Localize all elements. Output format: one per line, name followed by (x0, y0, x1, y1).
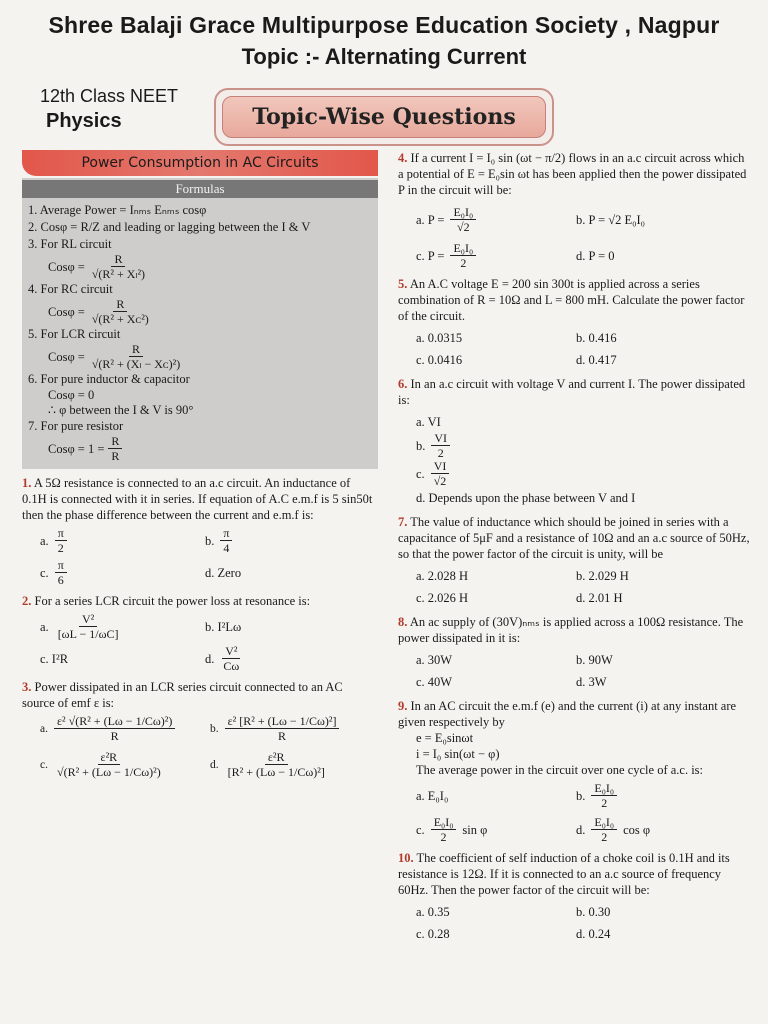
option-label: c. (40, 565, 49, 580)
formula-1: 1. Average Power = Iₙₘₛ Eₙₘₛ cosφ (28, 203, 207, 217)
option-label: b. (576, 788, 586, 803)
question-5 (398, 276, 750, 324)
option-d[interactable]: d. 0.417 (576, 352, 617, 367)
frac-num: VI (431, 432, 450, 446)
question-text: An A.C voltage E = 200 sin 300t is applied across a series combination of R = 10Ω and L = 800 mH. Calculate the power factor of the circuit. (398, 277, 745, 323)
option-b[interactable] (205, 527, 385, 555)
frac-den: √(R² + Xᴄ²) (91, 312, 149, 326)
option-frac (450, 206, 476, 234)
option-c[interactable]: c. 0.28 (416, 926, 450, 941)
option-a[interactable]: a. 30W (416, 652, 453, 667)
frac-den: 2 (440, 830, 447, 844)
option-a[interactable]: a. 0.0315 (416, 330, 463, 345)
option-d[interactable]: d. P = 0 (576, 248, 615, 263)
option-b[interactable]: b. I²Lω (205, 619, 242, 634)
frac-den: Cω (223, 659, 240, 673)
question-7 (398, 514, 750, 562)
option-b[interactable] (210, 715, 380, 743)
q8-options (398, 650, 750, 692)
option-frac (225, 715, 340, 743)
class-label: 12th Class NEET (40, 86, 179, 106)
option-label: a. (40, 619, 49, 634)
option-a[interactable] (40, 527, 205, 555)
question-number: 3. (22, 680, 32, 694)
option-c[interactable] (416, 242, 576, 270)
question-2 (22, 593, 378, 609)
formula-3-lhs: Cosφ = (48, 259, 85, 274)
option-frac (225, 751, 328, 779)
frac-den: [ωL − 1/ωC] (57, 627, 119, 641)
frac-num: ε² √(R² + (Lω − 1/Cω)²) (54, 715, 175, 729)
topic-title: Topic :- Alternating Current (241, 44, 527, 69)
question-text: Power dissipated in an LCR series circuit connected to an AC source of emf ε is: (22, 680, 343, 710)
option-a[interactable]: a. VI (416, 414, 441, 429)
question-text: The coefficient of self induction of a choke coil is 0.1H and its resistance is 12Ω. If it is connected to an a.c source of frequency 60Hz. Then the power factor of the circuit will be: (398, 851, 730, 897)
q9-text-2: The average power in the circuit over one cycle of a.c. is: (416, 763, 704, 777)
q10-options (398, 902, 750, 944)
option-frac (591, 782, 617, 810)
formula-6-b: ∴ φ between the I & V is 90° (48, 403, 194, 417)
option-suffix: cos φ (623, 822, 651, 837)
frac-den: √2 (457, 220, 470, 234)
q9-eq-1: e = E₀sinωt (416, 731, 474, 745)
option-a[interactable] (416, 206, 576, 234)
formula-5-frac (89, 343, 183, 371)
formula-4-lhs: Cosφ = (48, 304, 85, 319)
q7-options (398, 566, 750, 608)
frac-num: R (113, 298, 127, 312)
frac-den: R (110, 729, 119, 743)
option-frac (431, 460, 450, 488)
formula-2: 2. Cosφ = R/Z and leading or lagging between the I & V (28, 220, 311, 234)
question-text: If a current I = I₀ sin (ωt − π/2) flows in an a.c circuit across which a potential of E = E₀sin ωt has been applied then the power dissipated P in the circuit will be: (398, 151, 747, 197)
question-number: 8. (398, 615, 408, 629)
frac-num: π (55, 559, 67, 573)
frac-num: E₀I₀ (431, 816, 457, 830)
option-d[interactable]: d. Zero (205, 565, 242, 580)
formula-5: 5. For LCR circuit (28, 327, 121, 341)
q9-options (398, 782, 750, 844)
option-label: c. (40, 759, 48, 771)
option-frac (431, 432, 450, 460)
option-c[interactable]: c. 40W (416, 674, 453, 689)
formula-7-frac (108, 435, 122, 463)
q6-options (398, 412, 750, 508)
option-label: d. (210, 759, 219, 771)
q9-eq-2: i = I₀ sin(ωt − φ) (416, 747, 500, 761)
question-text: The value of inductance which should be joined in series with a capacitance of 5μF and a resistance of 10Ω and an a.c source of 50Hz, so that the power factor of the circuit is unity, will be (398, 515, 750, 561)
formula-6: 6. For pure inductor & capacitor (28, 372, 190, 386)
option-label: d. (205, 651, 215, 666)
question-text: For a series LCR circuit the power loss at resonance is: (34, 594, 311, 608)
option-d[interactable]: d. 3W (576, 674, 607, 689)
option-d[interactable] (210, 751, 380, 779)
society-title: Shree Balaji Grace Multipurpose Education Society , Nagpur (48, 12, 720, 38)
frac-den: 4 (223, 541, 230, 555)
frac-den: 6 (57, 573, 64, 587)
frac-den: 2 (57, 541, 64, 555)
option-label: b. (210, 723, 219, 735)
frac-den: R (111, 449, 120, 463)
option-b[interactable]: b. P = √2 E₀I₀ (576, 212, 646, 227)
question-number: 9. (398, 699, 408, 713)
option-frac (55, 613, 122, 641)
option-frac (450, 242, 476, 270)
option-label: a. (40, 723, 48, 735)
question-3 (22, 679, 378, 711)
formula-4-eq (22, 298, 378, 326)
frac-den: [R² + (Lω − 1/Cω)²] (227, 765, 325, 779)
option-frac (591, 816, 617, 844)
frac-den: 2 (601, 796, 608, 810)
option-d[interactable] (576, 816, 756, 844)
option-frac (431, 816, 457, 844)
banner-text: Topic-Wise Questions (222, 96, 546, 138)
option-frac (54, 715, 175, 743)
option-label: c. P = (416, 248, 445, 263)
question-number: 2. (22, 594, 32, 608)
formula-5-lhs: Cosφ = (48, 349, 85, 364)
formula-4-frac (89, 298, 152, 326)
option-b[interactable]: b. 2.029 H (576, 568, 629, 583)
frac-num: R (111, 253, 125, 267)
question-text: A 5Ω resistance is connected to an a.c circuit. An inductance of 0.1H is connected with it in series. If equation of A.C e.m.f is 5 sin50t then the phase difference between the current and e.m.f is: (22, 476, 373, 522)
frac-num: E₀I₀ (591, 816, 617, 830)
option-b[interactable]: b. 0.416 (576, 330, 617, 345)
question-number: 4. (398, 151, 408, 165)
q5-options (398, 328, 750, 370)
question-number: 6. (398, 377, 408, 391)
formulas-box (22, 178, 378, 469)
question-text: In an AC circuit the e.m.f (e) and the current (i) at any instant are given respectively by (398, 699, 737, 729)
frac-den: 2 (601, 830, 608, 844)
formula-7: 7. For pure resistor (28, 419, 124, 433)
option-c[interactable] (40, 559, 205, 587)
frac-den: √2 (433, 474, 447, 488)
frac-den: 2 (437, 446, 444, 460)
frac-num: π (55, 527, 67, 541)
option-d[interactable]: d. Depends upon the phase between V and I (416, 490, 636, 505)
option-c[interactable]: c. 2.026 H (416, 590, 469, 605)
question-6 (398, 376, 750, 408)
left-column (22, 150, 378, 779)
option-a[interactable] (40, 613, 205, 641)
option-d[interactable] (205, 645, 385, 673)
q3-options (22, 715, 378, 779)
frac-num: R (108, 435, 122, 449)
option-label: c. (416, 822, 425, 837)
question-text: In an a.c circuit with voltage V and current I. The power dissipated is: (398, 377, 746, 407)
formula-5-eq (22, 343, 378, 371)
frac-num: E₀I₀ (591, 782, 617, 796)
question-9 (398, 698, 750, 730)
option-label: d. (576, 822, 586, 837)
option-label: b. (416, 438, 426, 453)
option-label: b. (205, 533, 215, 548)
frac-den: 2 (460, 256, 467, 270)
frac-num: E₀I₀ (450, 242, 476, 256)
formula-6-a: Cosφ = 0 (48, 388, 95, 402)
option-label: c. (416, 466, 425, 481)
question-number: 10. (398, 851, 414, 865)
question-number: 7. (398, 515, 408, 529)
question-10 (398, 850, 750, 898)
frac-num: VI (431, 460, 450, 474)
option-b[interactable]: b. 90W (576, 652, 613, 667)
formula-3-frac (89, 253, 148, 281)
frac-num: E₀I₀ (450, 206, 476, 220)
frac-den: √(R² + (Lω − 1/Cω)²) (56, 765, 161, 779)
option-b[interactable] (416, 432, 750, 460)
q4-options (398, 206, 750, 270)
question-number: 5. (398, 277, 408, 291)
question-text: An ac supply of (30V)ₙₘₛ is applied across a 100Ω resistance. The power dissipated in it is: (398, 615, 744, 645)
question-1 (22, 475, 378, 523)
option-a[interactable] (40, 715, 210, 743)
formula-7-lhs: Cosφ = 1 = (48, 441, 105, 456)
formula-3-eq (22, 253, 378, 281)
option-frac (220, 527, 232, 555)
option-c[interactable] (416, 460, 750, 488)
frac-num: R (129, 343, 143, 357)
question-number: 1. (22, 476, 32, 490)
option-c[interactable]: c. 0.0416 (416, 352, 463, 367)
q2-options (22, 613, 378, 673)
formulas-heading: Formulas (22, 180, 378, 198)
option-label: a. P = (416, 212, 445, 227)
frac-num: ε²R (98, 751, 121, 765)
option-a[interactable]: a. 2.028 H (416, 568, 469, 583)
option-frac (54, 751, 164, 779)
option-c[interactable] (416, 816, 576, 844)
frac-num: π (220, 527, 232, 541)
right-column (398, 150, 750, 944)
option-d[interactable]: d. 0.24 (576, 926, 611, 941)
subject-label: Physics (46, 110, 122, 132)
section-title: Power Consumption in AC Circuits (22, 150, 378, 176)
option-frac (55, 527, 67, 555)
option-c[interactable]: c. I²R (40, 651, 69, 666)
frac-num: V² (222, 645, 240, 659)
frac-num: V² (79, 613, 97, 627)
frac-den: √(R² + (Xₗ − Xᴄ)²) (91, 357, 181, 371)
frac-den: R (278, 729, 287, 743)
formula-7-eq (22, 435, 378, 463)
frac-num: ε² [R² + (Lω − 1/Cω)²] (225, 715, 340, 729)
option-d[interactable]: d. 2.01 H (576, 590, 623, 605)
option-b[interactable]: b. 0.30 (576, 904, 611, 919)
option-frac (220, 645, 242, 673)
q1-options (22, 527, 378, 587)
option-b[interactable] (576, 782, 756, 810)
frac-num: ε²R (265, 751, 288, 765)
option-frac (55, 559, 67, 587)
question-4 (398, 150, 750, 198)
q9-equations (398, 730, 750, 778)
option-suffix: sin φ (462, 822, 488, 837)
formula-3: 3. For RL circuit (28, 237, 112, 251)
option-label: a. (40, 533, 49, 548)
frac-den: √(R² + Xₗ²) (91, 267, 146, 281)
topic-wise-banner (214, 88, 554, 146)
question-8 (398, 614, 750, 646)
option-a[interactable]: a. 0.35 (416, 904, 450, 919)
option-a[interactable]: a. E₀I₀ (416, 788, 449, 803)
formula-4: 4. For RC circuit (28, 282, 113, 296)
option-c[interactable] (40, 751, 210, 779)
